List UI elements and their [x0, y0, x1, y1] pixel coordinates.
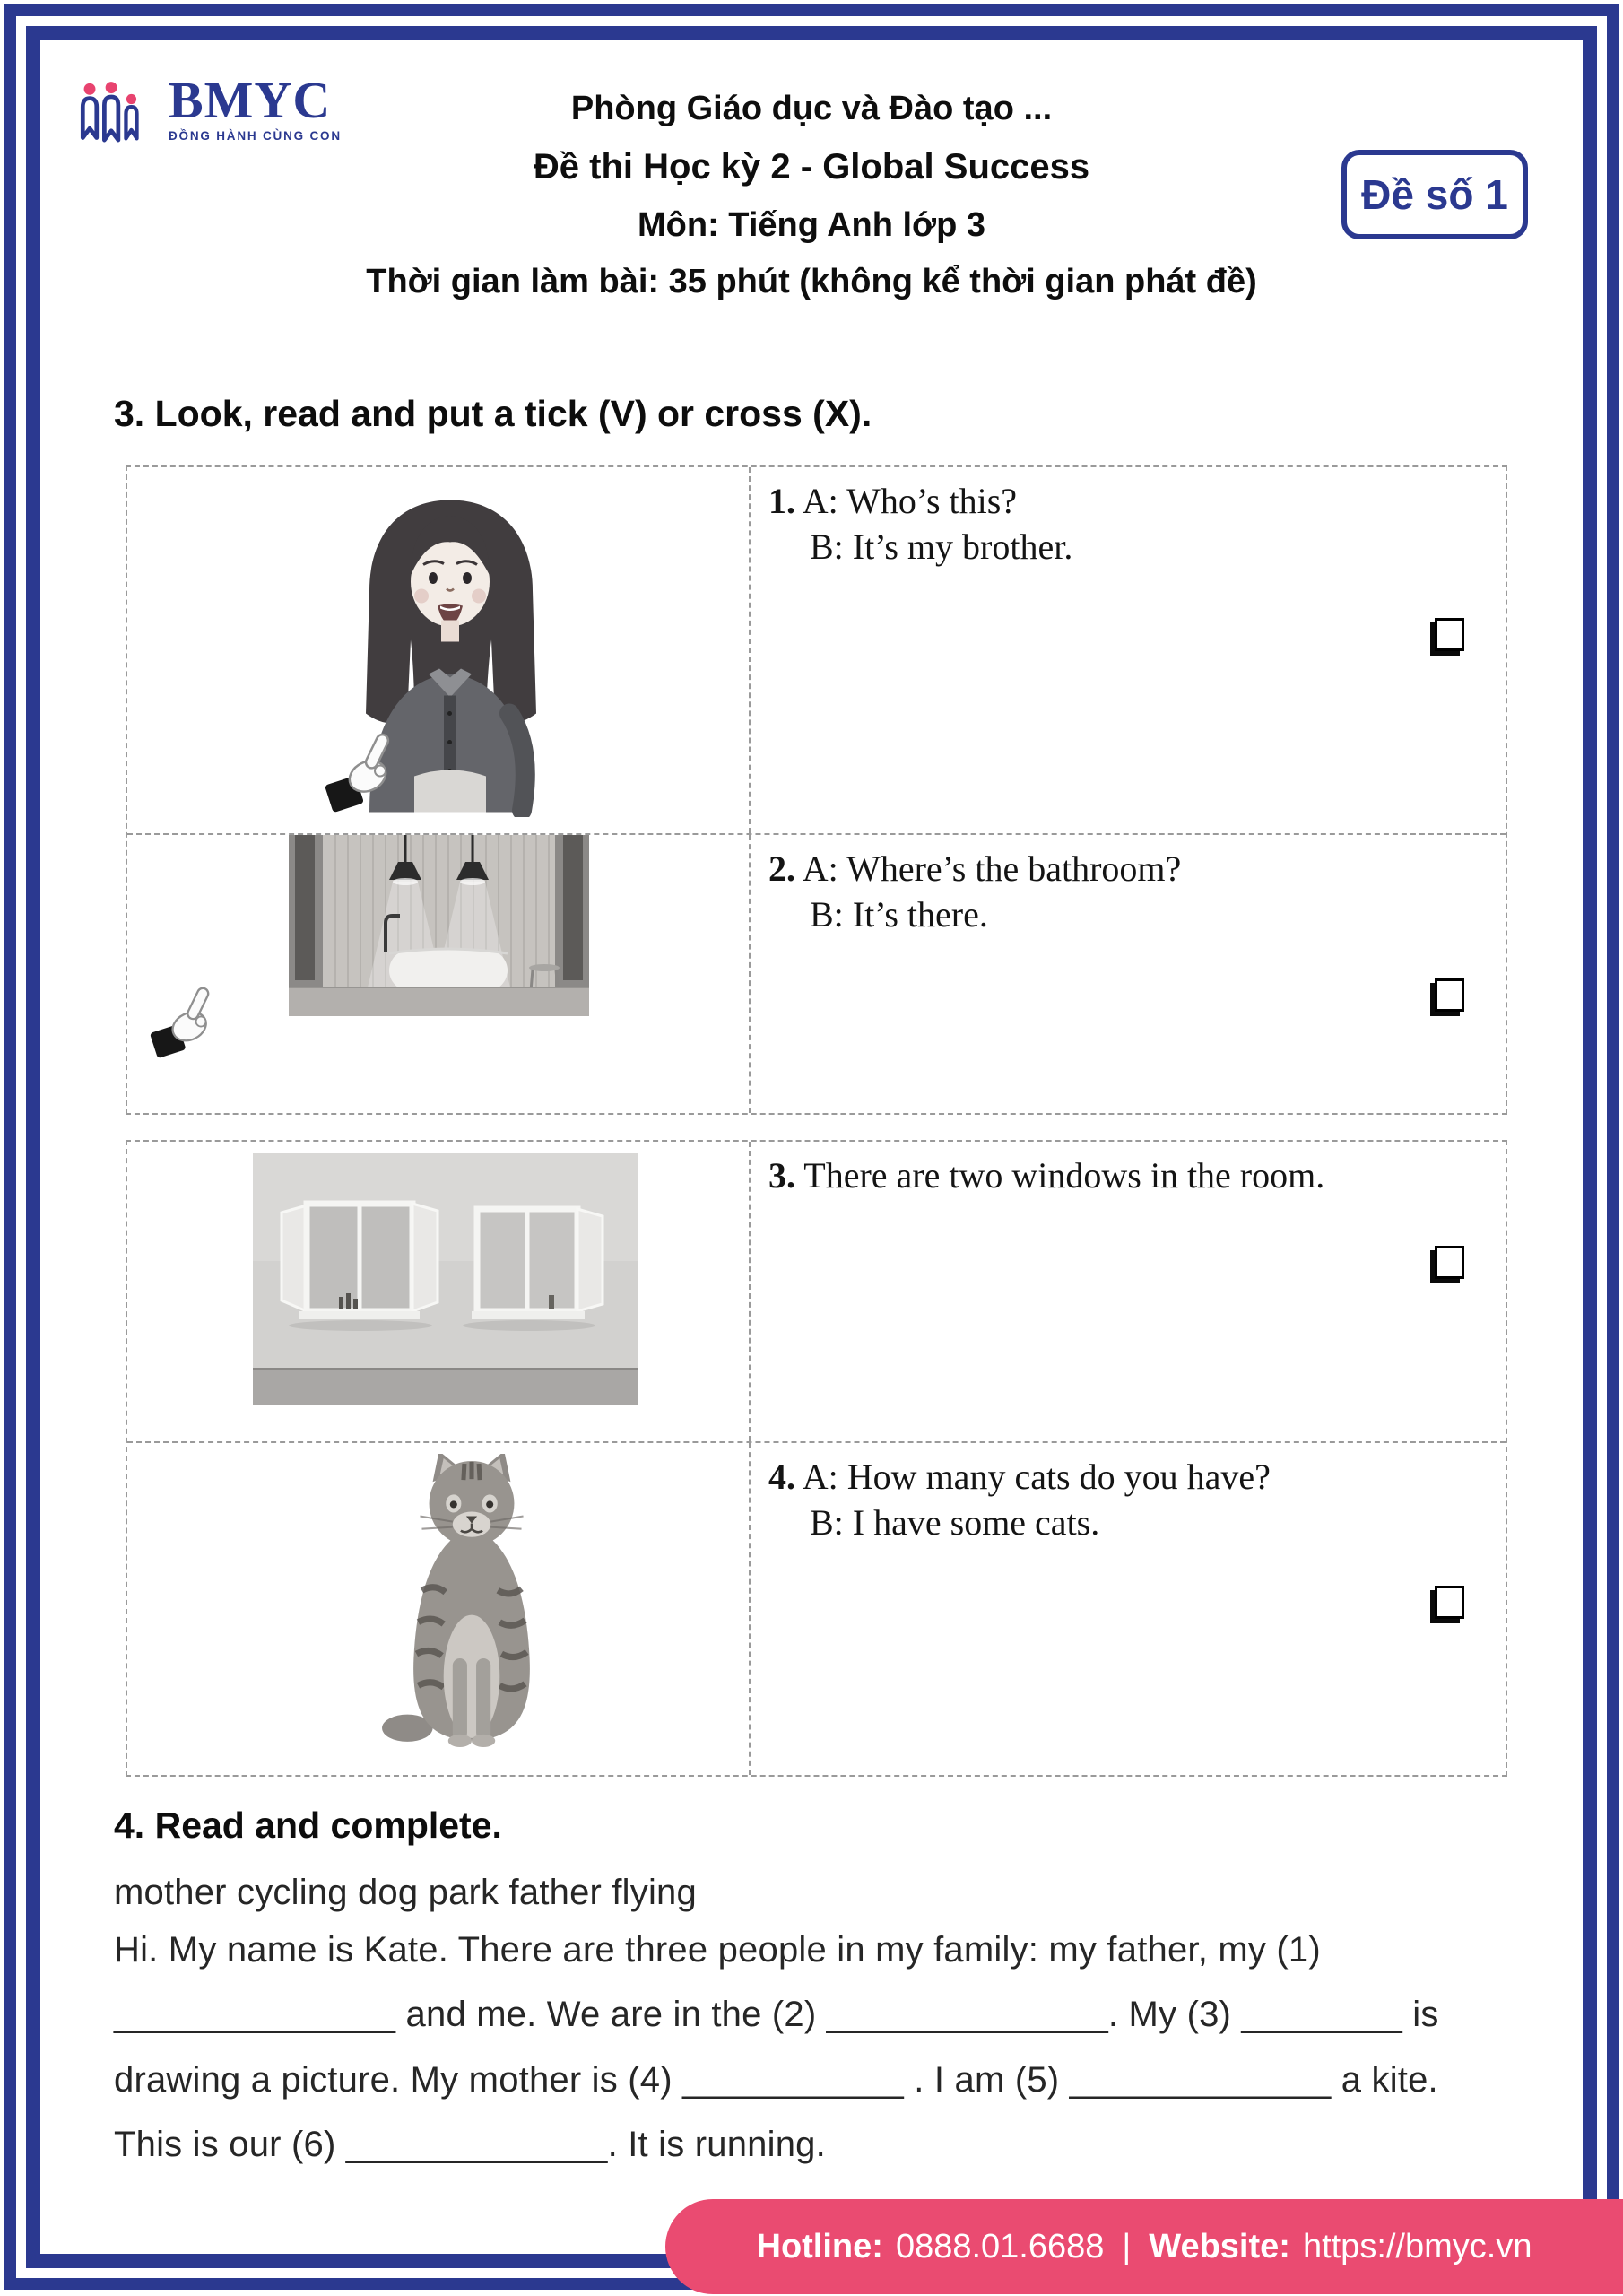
- bathroom-photo: [289, 835, 589, 1016]
- logo-text: BMYC: [169, 71, 332, 129]
- question-4-a: A: How many cats do you have?: [802, 1457, 1271, 1497]
- question-table-2: [126, 1140, 1507, 1777]
- logo-people-icon: [79, 75, 156, 151]
- question-row-4: [127, 1441, 1506, 1775]
- question-4-image-cell: [127, 1443, 749, 1775]
- word-bank: mother cycling dog park father flying: [114, 1873, 697, 1912]
- exam-number-label: Đề số 1: [1361, 171, 1508, 218]
- question-2-line-a: [768, 846, 1506, 891]
- website-url: https://bmyc.vn: [1302, 2227, 1532, 2266]
- hotline-number: 0888.01.6688: [895, 2227, 1105, 2266]
- question-3-text-cell: [749, 1142, 1506, 1441]
- question-2-a: A: Where’s the bathroom?: [802, 848, 1182, 889]
- question-1-line-a: [768, 478, 1506, 524]
- passage-line-4: This is our (6) _____________. It is running.: [114, 2125, 826, 2164]
- passage-line-1: Hi. My name is Kate. There are three people in my family: my father, my (1): [114, 1930, 1321, 1970]
- header-exam-title: Đề thi Học kỳ 2 - Global Success: [533, 147, 1090, 187]
- question-4-number: 4.: [768, 1457, 795, 1497]
- bmyc-logo: [79, 71, 342, 151]
- question-3-a: There are two windows in the room.: [803, 1155, 1325, 1196]
- exam-number-badge: [1341, 150, 1528, 239]
- question-2-number: 2.: [768, 848, 795, 889]
- question-row-2: [127, 833, 1506, 1113]
- cat-photo: [377, 1454, 567, 1759]
- question-3-image-cell: [127, 1142, 749, 1441]
- question-1-number: 1.: [768, 481, 795, 521]
- woman-pointing-illustration: [280, 485, 621, 817]
- question-2-text-cell: [749, 835, 1506, 1113]
- question-4-text-cell: [749, 1443, 1506, 1775]
- header-department: Phòng Giáo dục và Đào tạo ...: [570, 90, 1053, 127]
- section4-title: 4. Read and complete.: [114, 1805, 502, 1846]
- logo-tagline: ĐỒNG HÀNH CÙNG CON: [169, 129, 342, 144]
- question-table-1: [126, 465, 1507, 1115]
- answer-checkbox-1: [1435, 618, 1464, 651]
- pointer-hand-icon: [150, 978, 232, 1065]
- section3-title: 3. Look, read and put a tick (V) or cross (X).: [114, 393, 872, 434]
- passage-line-3: drawing a picture. My mother is (4) ___________ . I am (5) _____________ a kite.: [114, 2060, 1438, 2100]
- website-label: Website:: [1149, 2227, 1290, 2266]
- question-4-line-a: [768, 1454, 1506, 1500]
- question-3-number: 3.: [768, 1155, 795, 1196]
- question-row-3: [127, 1142, 1506, 1441]
- answer-checkbox-4: [1435, 1586, 1464, 1619]
- question-2-image-cell: [127, 835, 749, 1113]
- hotline-label: Hotline:: [756, 2227, 883, 2266]
- question-row-1: [127, 467, 1506, 833]
- question-1-image-cell: [127, 467, 749, 833]
- question-1-a: A: Who’s this?: [802, 481, 1018, 521]
- footer-separator: |: [1122, 2227, 1132, 2266]
- answer-checkbox-3: [1435, 1246, 1464, 1279]
- answer-checkbox-2: [1435, 978, 1464, 1012]
- question-1-text-cell: [749, 467, 1506, 833]
- question-3-line-a: [768, 1152, 1506, 1198]
- question-4-line-b: B: I have some cats.: [810, 1502, 1100, 1544]
- header-duration: Thời gian làm bài: 35 phút (không kể thời gian phát đề): [366, 263, 1257, 300]
- question-1-line-b: B: It’s my brother.: [810, 526, 1073, 568]
- question-2-line-b: B: It’s there.: [810, 894, 988, 935]
- footer-bar: [665, 2199, 1623, 2294]
- two-windows-photo: [253, 1153, 638, 1405]
- header-subject: Môn: Tiếng Anh lớp 3: [638, 206, 985, 244]
- passage-line-2: ______________ and me. We are in the (2) ______________. My (3) ________ is: [114, 1995, 1439, 2034]
